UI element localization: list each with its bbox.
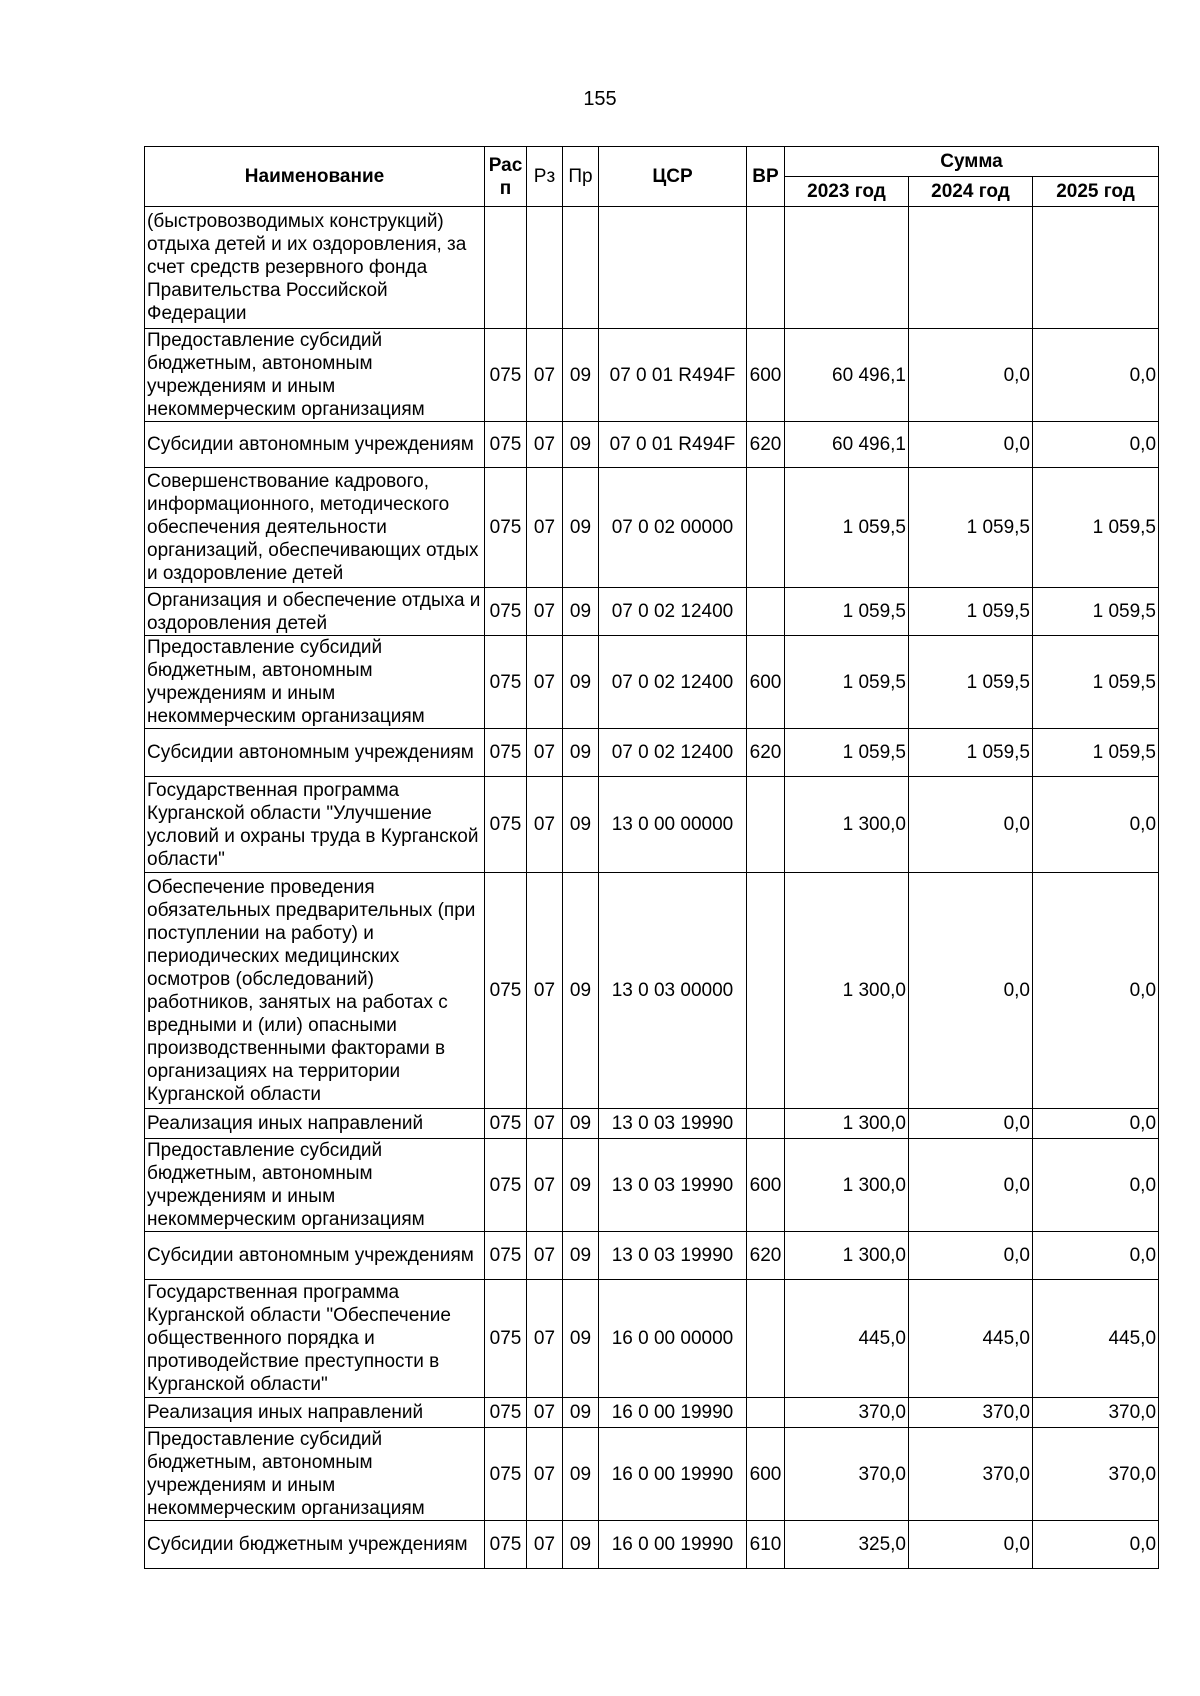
budget-table — [144, 146, 1159, 1569]
header-2025: 2025 год — [1033, 177, 1159, 207]
row-vr — [747, 1280, 785, 1398]
table-row — [145, 1109, 1159, 1139]
row-csr: 16 0 00 19990 — [599, 1521, 747, 1569]
row-sum-2025: 1 059,5 — [1033, 468, 1159, 588]
row-name: Субсидии автономным учреждениям — [145, 729, 485, 777]
row-csr: 07 0 01 R494F — [599, 422, 747, 468]
row-name: Государственная программа Курганской области "Обеспечение общественного порядка и противодействие преступности в Курганской области" — [145, 1280, 485, 1398]
table-row — [145, 588, 1159, 636]
row-pr: 09 — [563, 1109, 599, 1139]
row-rasp: 075 — [485, 1232, 527, 1280]
row-rasp: 075 — [485, 777, 527, 873]
row-sum-2024 — [909, 207, 1033, 329]
row-rasp: 075 — [485, 729, 527, 777]
row-sum-2024: 370,0 — [909, 1398, 1033, 1428]
row-pr: 09 — [563, 588, 599, 636]
row-name: Реализация иных направлений — [145, 1109, 485, 1139]
row-sum-2023: 370,0 — [785, 1428, 909, 1521]
row-rz: 07 — [527, 1109, 563, 1139]
row-csr: 16 0 00 19990 — [599, 1398, 747, 1428]
row-vr — [747, 873, 785, 1109]
table-row — [145, 422, 1159, 468]
row-rasp: 075 — [485, 329, 527, 422]
row-sum-2025: 0,0 — [1033, 777, 1159, 873]
row-sum-2023 — [785, 207, 909, 329]
row-rz — [527, 207, 563, 329]
table-body — [145, 207, 1159, 1569]
row-sum-2024: 0,0 — [909, 1521, 1033, 1569]
row-vr: 600 — [747, 1139, 785, 1232]
row-rz: 07 — [527, 873, 563, 1109]
row-vr: 600 — [747, 636, 785, 729]
row-sum-2025: 370,0 — [1033, 1428, 1159, 1521]
header-rasp: Рас п — [485, 147, 527, 207]
row-rasp: 075 — [485, 1398, 527, 1428]
header-summa: Сумма — [785, 147, 1159, 177]
row-csr: 07 0 02 12400 — [599, 588, 747, 636]
row-pr: 09 — [563, 1521, 599, 1569]
row-sum-2024: 1 059,5 — [909, 636, 1033, 729]
row-rz: 07 — [527, 1232, 563, 1280]
table-row — [145, 729, 1159, 777]
row-csr: 16 0 00 19990 — [599, 1428, 747, 1521]
row-pr: 09 — [563, 329, 599, 422]
row-name: Предоставление субсидий бюджетным, автономным учреждениям и иным некоммерческим организациям — [145, 1139, 485, 1232]
row-name: Обеспечение проведения обязательных предварительных (при поступлении на работу) и периодических медицинских осмотров (обследований) работников, занятых на работах с вредными и (или) опасными производственными факторами в организациях на территории Курганской области — [145, 873, 485, 1109]
row-csr: 13 0 00 00000 — [599, 777, 747, 873]
row-pr: 09 — [563, 422, 599, 468]
row-pr: 09 — [563, 636, 599, 729]
row-sum-2025: 0,0 — [1033, 1521, 1159, 1569]
row-rz: 07 — [527, 468, 563, 588]
row-sum-2023: 370,0 — [785, 1398, 909, 1428]
row-name: Предоставление субсидий бюджетным, автономным учреждениям и иным некоммерческим организациям — [145, 329, 485, 422]
row-csr: 07 0 02 12400 — [599, 636, 747, 729]
table-row — [145, 1521, 1159, 1569]
row-rasp: 075 — [485, 873, 527, 1109]
header-name: Наименование — [145, 147, 485, 207]
row-pr: 09 — [563, 873, 599, 1109]
row-rz: 07 — [527, 1428, 563, 1521]
row-csr: 13 0 03 19990 — [599, 1232, 747, 1280]
row-csr: 16 0 00 00000 — [599, 1280, 747, 1398]
row-pr: 09 — [563, 1280, 599, 1398]
row-rasp: 075 — [485, 422, 527, 468]
row-sum-2025 — [1033, 207, 1159, 329]
row-name: Совершенствование кадрового, информационного, методического обеспечения деятельности организаций, обеспечивающих отдых и оздоровление детей — [145, 468, 485, 588]
row-sum-2023: 60 496,1 — [785, 422, 909, 468]
row-name: Субсидии автономным учреждениям — [145, 1232, 485, 1280]
row-rz: 07 — [527, 1398, 563, 1428]
table-row — [145, 873, 1159, 1109]
row-csr — [599, 207, 747, 329]
header-vr: ВР — [747, 147, 785, 207]
row-vr — [747, 1109, 785, 1139]
row-name: Предоставление субсидий бюджетным, автономным учреждениям и иным некоммерческим организациям — [145, 1428, 485, 1521]
row-rz: 07 — [527, 1521, 563, 1569]
row-pr: 09 — [563, 777, 599, 873]
row-name: Предоставление субсидий бюджетным, автономным учреждениям и иным некоммерческим организациям — [145, 636, 485, 729]
row-name: Реализация иных направлений — [145, 1398, 485, 1428]
row-vr: 620 — [747, 729, 785, 777]
row-sum-2023: 1 059,5 — [785, 468, 909, 588]
row-sum-2025: 0,0 — [1033, 422, 1159, 468]
header-csr: ЦСР — [599, 147, 747, 207]
row-sum-2025: 0,0 — [1033, 1139, 1159, 1232]
row-rasp: 075 — [485, 588, 527, 636]
row-csr: 13 0 03 00000 — [599, 873, 747, 1109]
row-sum-2023: 445,0 — [785, 1280, 909, 1398]
row-sum-2024: 1 059,5 — [909, 588, 1033, 636]
row-csr: 07 0 01 R494F — [599, 329, 747, 422]
table-row — [145, 207, 1159, 329]
page-number: 155 — [583, 88, 617, 110]
row-sum-2023: 1 059,5 — [785, 729, 909, 777]
row-rz: 07 — [527, 422, 563, 468]
row-pr: 09 — [563, 1398, 599, 1428]
row-sum-2023: 1 300,0 — [785, 1232, 909, 1280]
row-sum-2023: 1 300,0 — [785, 873, 909, 1109]
row-csr: 13 0 03 19990 — [599, 1109, 747, 1139]
row-sum-2024: 1 059,5 — [909, 468, 1033, 588]
row-vr — [747, 468, 785, 588]
row-rasp: 075 — [485, 1280, 527, 1398]
table-row — [145, 1398, 1159, 1428]
row-rz: 07 — [527, 777, 563, 873]
row-rasp: 075 — [485, 1139, 527, 1232]
row-vr — [747, 1398, 785, 1428]
row-rz: 07 — [527, 588, 563, 636]
row-name: Субсидии автономным учреждениям — [145, 422, 485, 468]
row-rasp: 075 — [485, 1428, 527, 1521]
row-sum-2025: 445,0 — [1033, 1280, 1159, 1398]
row-sum-2024: 0,0 — [909, 1139, 1033, 1232]
row-vr: 620 — [747, 1232, 785, 1280]
row-csr: 07 0 02 12400 — [599, 729, 747, 777]
table-row — [145, 329, 1159, 422]
row-pr: 09 — [563, 1139, 599, 1232]
row-csr: 13 0 03 19990 — [599, 1139, 747, 1232]
table-row — [145, 636, 1159, 729]
row-rasp — [485, 207, 527, 329]
table-row — [145, 1280, 1159, 1398]
row-sum-2023: 60 496,1 — [785, 329, 909, 422]
row-sum-2025: 1 059,5 — [1033, 636, 1159, 729]
row-sum-2023: 1 300,0 — [785, 777, 909, 873]
row-sum-2025: 1 059,5 — [1033, 588, 1159, 636]
row-vr: 610 — [747, 1521, 785, 1569]
row-sum-2025: 370,0 — [1033, 1398, 1159, 1428]
row-sum-2023: 1 300,0 — [785, 1109, 909, 1139]
header-2023: 2023 год — [785, 177, 909, 207]
row-sum-2025: 0,0 — [1033, 329, 1159, 422]
row-sum-2024: 445,0 — [909, 1280, 1033, 1398]
row-name: Субсидии бюджетным учреждениям — [145, 1521, 485, 1569]
table-row — [145, 1428, 1159, 1521]
row-name: (быстровозводимых конструкций) отдыха детей и их оздоровления, за счет средств резервного фонда Правительства Российской Федерации — [145, 207, 485, 329]
row-csr: 07 0 02 00000 — [599, 468, 747, 588]
row-pr: 09 — [563, 1428, 599, 1521]
row-vr: 600 — [747, 1428, 785, 1521]
row-sum-2024: 0,0 — [909, 873, 1033, 1109]
row-rz: 07 — [527, 729, 563, 777]
row-sum-2024: 0,0 — [909, 1109, 1033, 1139]
row-sum-2025: 1 059,5 — [1033, 729, 1159, 777]
row-name: Организация и обеспечение отдыха и оздоровления детей — [145, 588, 485, 636]
row-vr: 600 — [747, 329, 785, 422]
row-sum-2023: 1 300,0 — [785, 1139, 909, 1232]
table-row — [145, 777, 1159, 873]
row-rasp: 075 — [485, 636, 527, 729]
row-rz: 07 — [527, 329, 563, 422]
row-sum-2024: 1 059,5 — [909, 729, 1033, 777]
row-sum-2023: 1 059,5 — [785, 588, 909, 636]
row-sum-2023: 1 059,5 — [785, 636, 909, 729]
row-sum-2023: 325,0 — [785, 1521, 909, 1569]
header-pr: Пр — [563, 147, 599, 207]
row-vr — [747, 777, 785, 873]
table-row — [145, 1139, 1159, 1232]
row-pr: 09 — [563, 1232, 599, 1280]
row-vr — [747, 588, 785, 636]
row-rasp: 075 — [485, 1521, 527, 1569]
row-rz: 07 — [527, 1280, 563, 1398]
table-row — [145, 1232, 1159, 1280]
row-sum-2024: 0,0 — [909, 422, 1033, 468]
row-rz: 07 — [527, 636, 563, 729]
row-sum-2024: 0,0 — [909, 329, 1033, 422]
row-sum-2025: 0,0 — [1033, 1109, 1159, 1139]
row-pr: 09 — [563, 468, 599, 588]
row-pr — [563, 207, 599, 329]
row-rasp: 075 — [485, 468, 527, 588]
row-pr: 09 — [563, 729, 599, 777]
row-vr: 620 — [747, 422, 785, 468]
row-sum-2025: 0,0 — [1033, 1232, 1159, 1280]
row-name: Государственная программа Курганской области "Улучшение условий и охраны труда в Курганской области" — [145, 777, 485, 873]
row-sum-2024: 370,0 — [909, 1428, 1033, 1521]
row-rz: 07 — [527, 1139, 563, 1232]
table-row — [145, 468, 1159, 588]
header-rz: Рз — [527, 147, 563, 207]
header-2024: 2024 год — [909, 177, 1033, 207]
row-sum-2024: 0,0 — [909, 1232, 1033, 1280]
row-sum-2025: 0,0 — [1033, 873, 1159, 1109]
row-sum-2024: 0,0 — [909, 777, 1033, 873]
row-vr — [747, 207, 785, 329]
row-rasp: 075 — [485, 1109, 527, 1139]
